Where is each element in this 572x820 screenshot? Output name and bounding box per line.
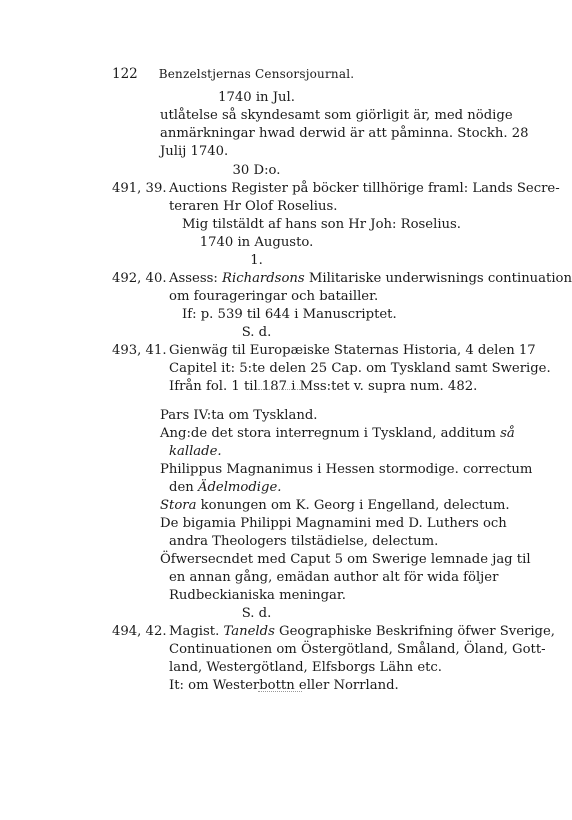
text-line [169,479,281,497]
text-line: Öfwersecndet med Caput 5 om Swerige lemnade jag til [160,552,531,567]
day-heading: 1. [250,253,263,268]
text-line: It: om Westerbottn eller Norrland. [169,678,399,693]
text-line: Ifrån fol. 1 til 187 i Mss:tet v. supra num. 482. [169,379,478,394]
text-line: anmärkningar hwad derwid är att påminna. Stockh. 28 [160,126,529,141]
text-span: Geographiske Beskrifning öfwer Sverige, [274,624,555,639]
sign-off: S. d. [241,606,272,621]
text-line: kallade. [169,444,222,459]
text-line: andra Theologers tilstädielse, delectum. [169,534,439,549]
entry-number: 494, 42. [112,624,167,639]
text-line: Julij 1740. [160,144,229,159]
text-line: om fourageringar och batailler. [169,289,379,304]
text-line: teraren Hr Olof Roselius. [169,199,338,214]
text-line: De bigamia Philippi Magnamini med D. Luthers och [160,516,507,531]
running-title: Benzelstjernas Censorsjournal. [158,67,355,81]
text-line [160,497,510,515]
text-line: Continuationen om Östergötland, Småland, Öland, Gott- [169,642,546,657]
text-span: Assess: [169,271,223,286]
text-line: land, Westergötland, Elfsborgs Lähn etc. [169,660,442,675]
italic-name: Tanelds [223,624,275,639]
italic-name: Richardsons [222,271,305,286]
text-line [169,623,555,641]
italic-word: Stora [160,498,197,513]
text-line: Capitel it: 5:te delen 25 Cap. om Tyskland samt Swerige. [169,361,551,376]
text-span: den [169,480,198,495]
entry-number: 493, 41. [112,343,167,358]
date-heading: 1740 in Augusto. [199,235,314,250]
separator-rule [258,691,302,692]
text-line: If: p. 539 til 644 i Manuscriptet. [182,307,397,322]
text-line: Pars IV:ta om Tyskland. [160,408,318,423]
text-line: utlåtelse så skyndesamt som giörligit är, med nödige [160,108,513,123]
text-line: en annan gång, emädan author alt för wida följer [169,570,499,585]
text-line [160,425,515,443]
text-line: Mig tilstäldt af hans son Hr Joh: Roselius. [182,217,461,232]
page-header [0,66,513,86]
text-span: Militariske underwisnings continuation [304,271,572,286]
page-number: 122 [112,66,138,82]
sign-off: S. d. [241,325,272,340]
italic-word: så [500,426,515,441]
text-line: Auctions Register på böcker tillhörige framl: Lands Secre- [169,181,560,196]
text-line: Philippus Magnanimus i Hessen stormodige. correctum [160,462,533,477]
text-span: Magist. [169,624,224,639]
italic-word: Ädelmodige. [197,480,282,495]
date-heading: 30 D:o. [232,163,281,178]
text-span: Ang:de det stora interregnum i Tyskland, additum [160,426,501,441]
text-line: Gienwäg til Europæiske Staternas Historia, 4 delen 17 [169,343,536,358]
text-line: Rudbeckianiska meningar. [169,588,346,603]
separator-rule [258,389,310,390]
text-span: konungen om K. Georg i Engelland, delectum. [196,498,510,513]
entry-number: 492, 40. [112,271,167,286]
date-heading: 1740 in Jul. [218,90,295,105]
text-line [169,270,572,288]
entry-number: 491, 39. [112,181,167,196]
